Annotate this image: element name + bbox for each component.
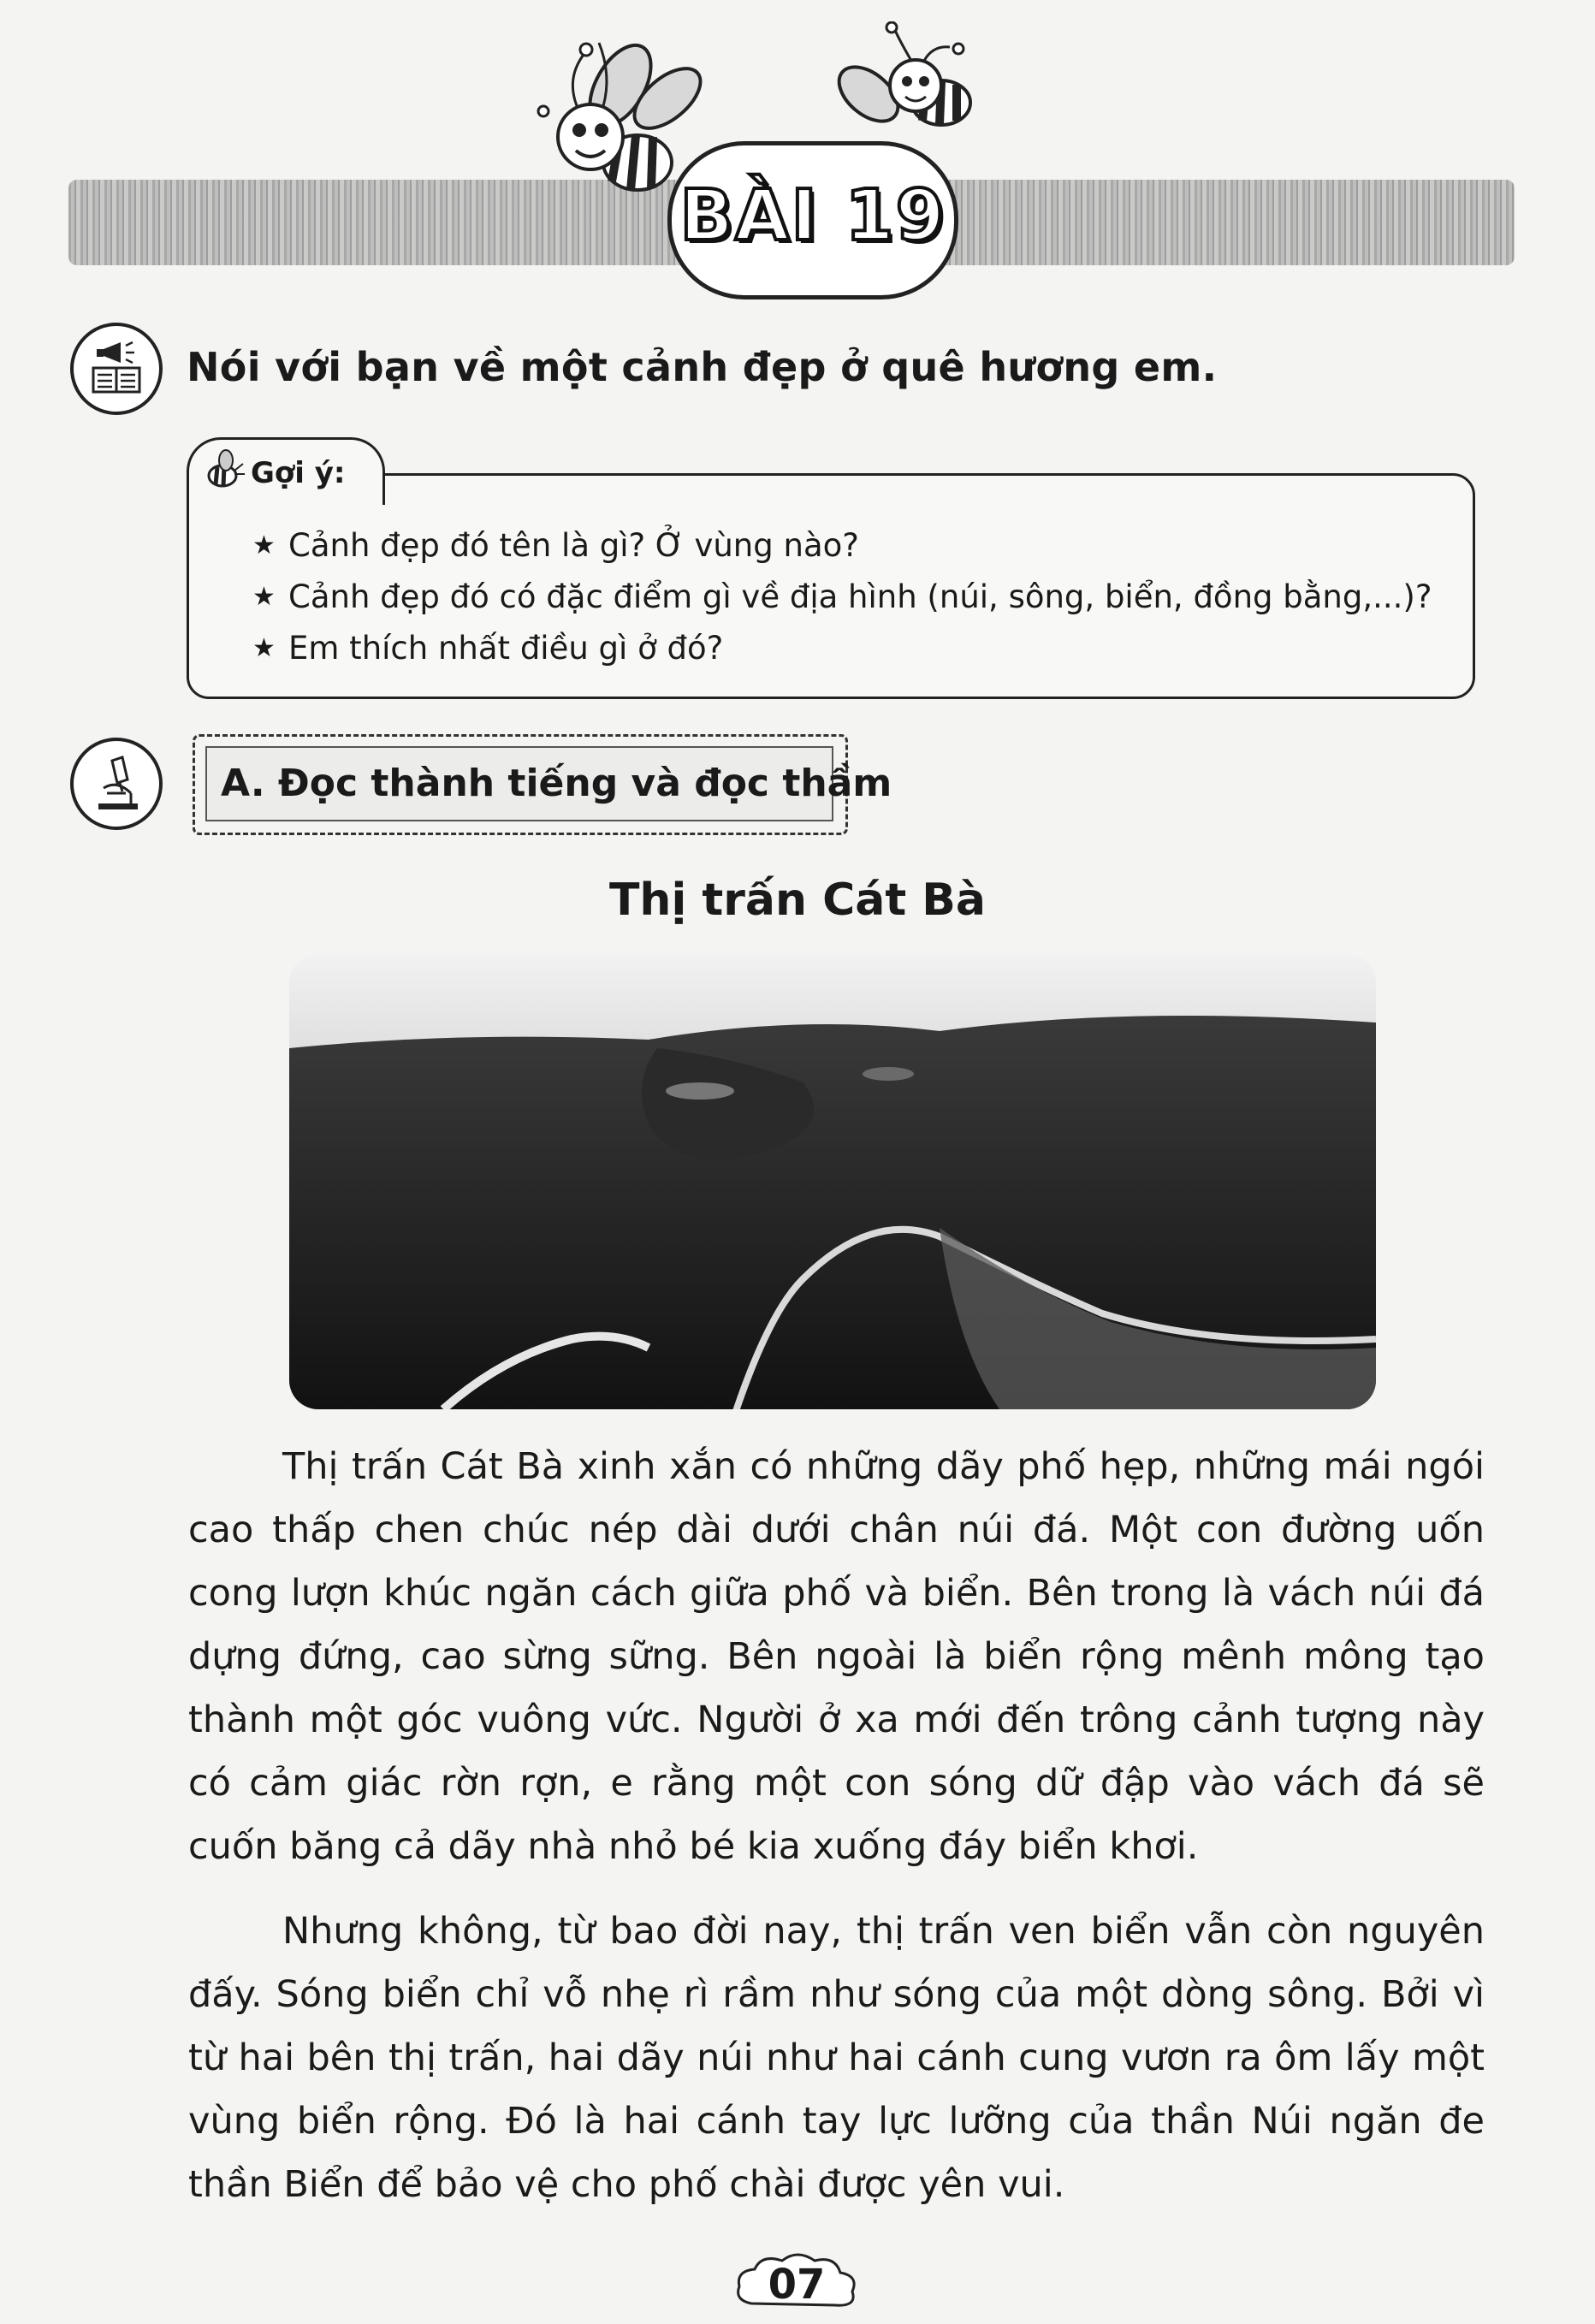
hint-item: ★ Em thích nhất điều gì ở đó? xyxy=(252,623,1450,674)
hint-list xyxy=(252,520,1450,674)
hint-label: Gợi ý: xyxy=(251,456,346,490)
coastal-photo xyxy=(289,954,1376,1409)
page-number: 07 xyxy=(768,2261,826,2309)
article-paragraph-2: Nhưng không, từ bao đời nay, thị trấn ven biển vẫn còn nguyên đấy. Sóng biển chỉ vỗ nhẹ rì rầm như sóng của một dòng sông. Bởi vì từ hai bên thị trấn, hai dãy núi như hai cánh cung vươn ra ôm lấy một vùng biển rộng. Đó là hai cánh tay lực lưỡng của thần Núi ngăn đe thần Biển để bảo vệ cho phố chài được yên vui. xyxy=(188,1910,1485,2206)
article-paragraph-1: Thị trấn Cát Bà xinh xắn có những dãy phố hẹp, những mái ngói cao thấp chen chúc nép dài dưới chân núi đá. Một con đường uốn cong lượn khúc ngăn cách giữa phố và biển. Bên trong là vách núi đá dựng đứng, cao sừng sững. Bên ngoài là biển rộng mênh mông tạo thành một góc vuông vức. Người ở xa mới đến trông cảnh tượng này có cảm giác rờn rợn, e rằng một con sóng dữ đập vào vách đá sẽ cuốn băng cả dãy nhà nhỏ bé kia xuống đáy biển khơi. xyxy=(188,1445,1485,1868)
section-title: A. Đọc thành tiếng và đọc thầm xyxy=(221,762,892,805)
lesson-title: BÀI 19 xyxy=(679,175,946,257)
speaking-prompt: Nói với bạn về một cảnh đẹp ở quê hương em. xyxy=(187,344,1218,390)
speaking-icon xyxy=(70,323,163,415)
article-title: Thị trấn Cát Bà xyxy=(608,874,987,926)
microscope-icon xyxy=(70,738,163,830)
hint-item: ★ Cảnh đẹp đó có đặc điểm gì về địa hình (núi, sông, biển, đồng bằng,...)? xyxy=(252,572,1450,623)
small-bee-icon xyxy=(197,445,248,496)
hint-item: ★ Cảnh đẹp đó tên là gì? Ở vùng nào? xyxy=(252,520,1450,572)
